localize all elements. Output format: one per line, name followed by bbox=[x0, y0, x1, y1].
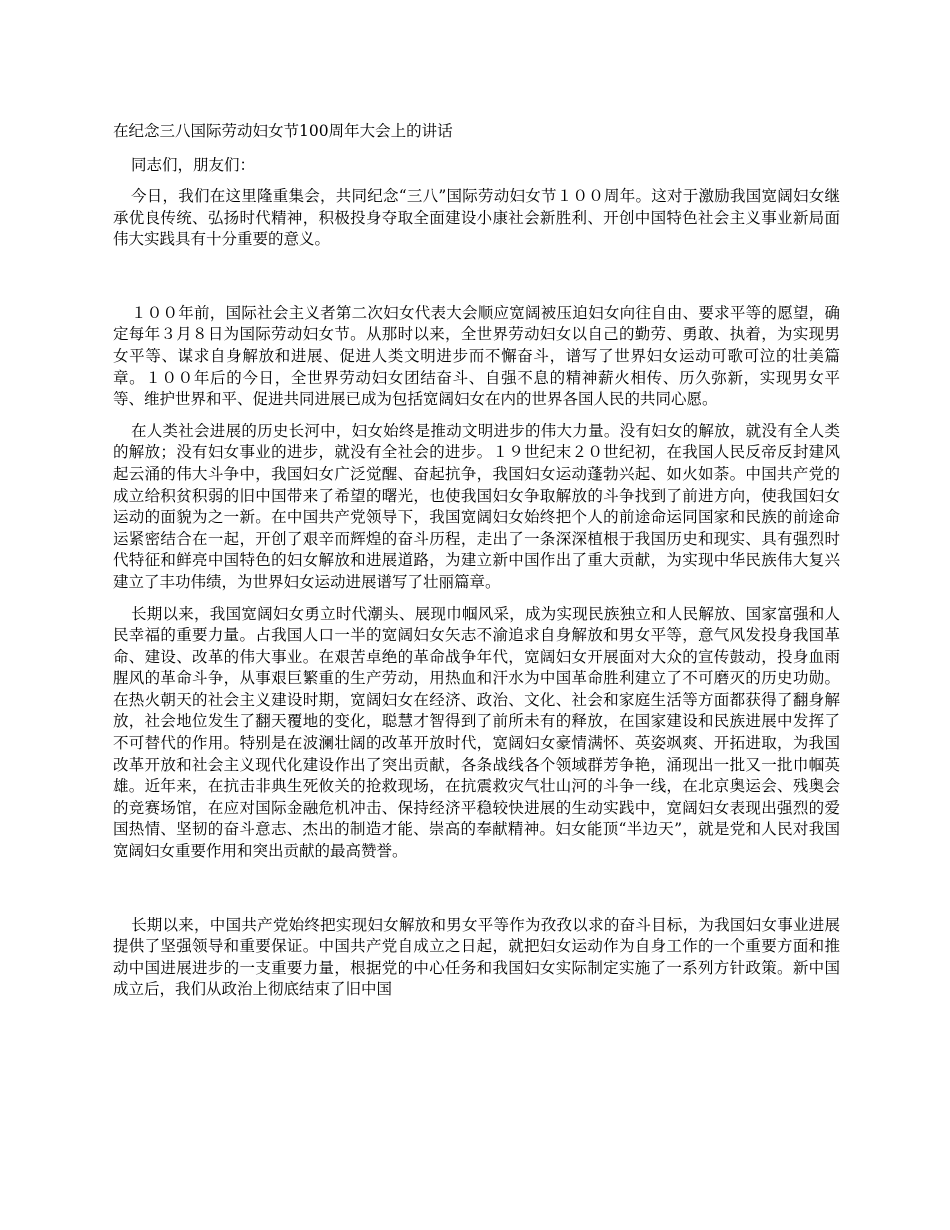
greeting: 同志们，朋友们： bbox=[131, 156, 256, 174]
paragraph-3: 在人类社会进展的历史长河中，妇女始终是推动文明进步的伟大力量。没有妇女的解放，就没有全人类的解放；没有妇女事业的进步，就没有全社会的进步。１９世纪末２０世纪初，在我国人民反帝反封建风起云涌的伟大斗争中，我国妇女广泛觉醒、奋起抗争，我国妇女运动蓬勃兴起、如火如荼。中国共产党的成立给积贫积弱的旧中国带来了希望的曙光，也使我国妇女争取解放的斗争找到了前进方向，使我国妇女运动的面貌为之一新。在中国共产党领导下，我国宽阔妇女始终把个人的前途命运同国家和民族的前途命运紧密结合在一起，开创了艰辛而辉煌的奋斗历程，走出了一条深深植根于我国历史和现实、具有强烈时代特征和鲜亮中国特色的妇女解放和进展道路，为建立新中国作出了重大贡献，为实现中华民族伟大复兴建立了丰功伟绩，为世界妇女运动进展谱写了壮丽篇章。 bbox=[113, 421, 840, 591]
paragraph-2: １００年前，国际社会主义者第二次妇女代表大会顺应宽阔被压迫妇女向往自由、要求平等的愿望，确定每年３月８日为国际劳动妇女节。从那时以来，全世界劳动妇女以自己的勤劳、勇敢、执着，为实现男女平等、谋求自身解放和进展、促进人类文明进步而不懈奋斗，谱写了世界妇女运动可歌可泣的壮美篇章。１００年后的今日，全世界劳动妇女团结奋斗、自强不息的精神薪火相传、历久弥新，实现男女平等、维护世界和平、促进共同进展已成为包括宽阔妇女在内的世界各国人民的共同心愿。 bbox=[113, 303, 840, 409]
paragraph-5: 长期以来，中国共产党始终把实现妇女解放和男女平等作为孜孜以求的奋斗目标，为我国妇女事业进展提供了坚强领导和重要保证。中国共产党自成立之日起，就把妇女运动作为自身工作的一个重要方面和推动中国进展进步的一支重要力量，根据党的中心任务和我国妇女实际制定实施了一系列方针政策。新中国成立后，我们从政治上彻底结束了旧中国 bbox=[113, 915, 840, 999]
blank-space bbox=[113, 863, 840, 915]
document-page bbox=[113, 120, 840, 1001]
paragraph-1: 今日，我们在这里隆重集会，共同纪念“三八”国际劳动妇女节１００周年。这对于激励我国宽阔妇女继承优良传统、弘扬时代精神，积极投身夺取全面建设小康社会新胜利、开创中国特色社会主义事业新局面伟大实践具有十分重要的意义。 bbox=[113, 187, 840, 249]
paragraph-spacer bbox=[113, 594, 840, 604]
paragraph-spacer bbox=[113, 411, 840, 421]
document-title: 在纪念三八国际劳动妇女节100周年大会上的讲话 bbox=[113, 122, 453, 140]
paragraph-4: 长期以来，我国宽阔妇女勇立时代潮头、展现巾帼风采，成为实现民族独立和人民解放、国家富强和人民幸福的重要力量。占我国人口一半的宽阔妇女矢志不渝追求自身解放和男女平等，意气风发投身我国革命、建设、改革的伟大事业。在艰苦卓绝的革命战争年代，宽阔妇女开展面对大众的宣传鼓动，投身血雨腥风的革命斗争，从事艰巨繁重的生产劳动，用热血和汗水为中国革命胜利建立了不可磨灭的历史功勋。在热火朝天的社会主义建设时期，宽阔妇女在经济、政治、文化、社会和家庭生活等方面都获得了翻身解放，社会地位发生了翻天覆地的变化，聪慧才智得到了前所未有的释放，在国家建设和民族进展中发挥了不可替代的作用。特别是在波澜壮阔的改革开放时代，宽阔妇女豪情满怀、英姿飒爽、开拓进取，为我国改革开放和社会主义现代化建设作出了突出贡献，各条战线各个领域群芳争艳，涌现出一批又一批巾帼英雄。近年来，在抗击非典生死攸关的抢救现场，在抗震救灾气壮山河的斗争一线，在北京奥运会、残奥会的竞赛场馆，在应对国际金融危机冲击、保持经济平稳较快进展的生动实践中，宽阔妇女表现出强烈的爱国热情、坚韧的奋斗意志、杰出的制造才能、崇高的奉献精神。妇女能顶“半边天”，就是党和人民对我国宽阔妇女重要作用和突出贡献的最高赞誉。 bbox=[113, 604, 840, 861]
blank-space bbox=[113, 251, 840, 303]
